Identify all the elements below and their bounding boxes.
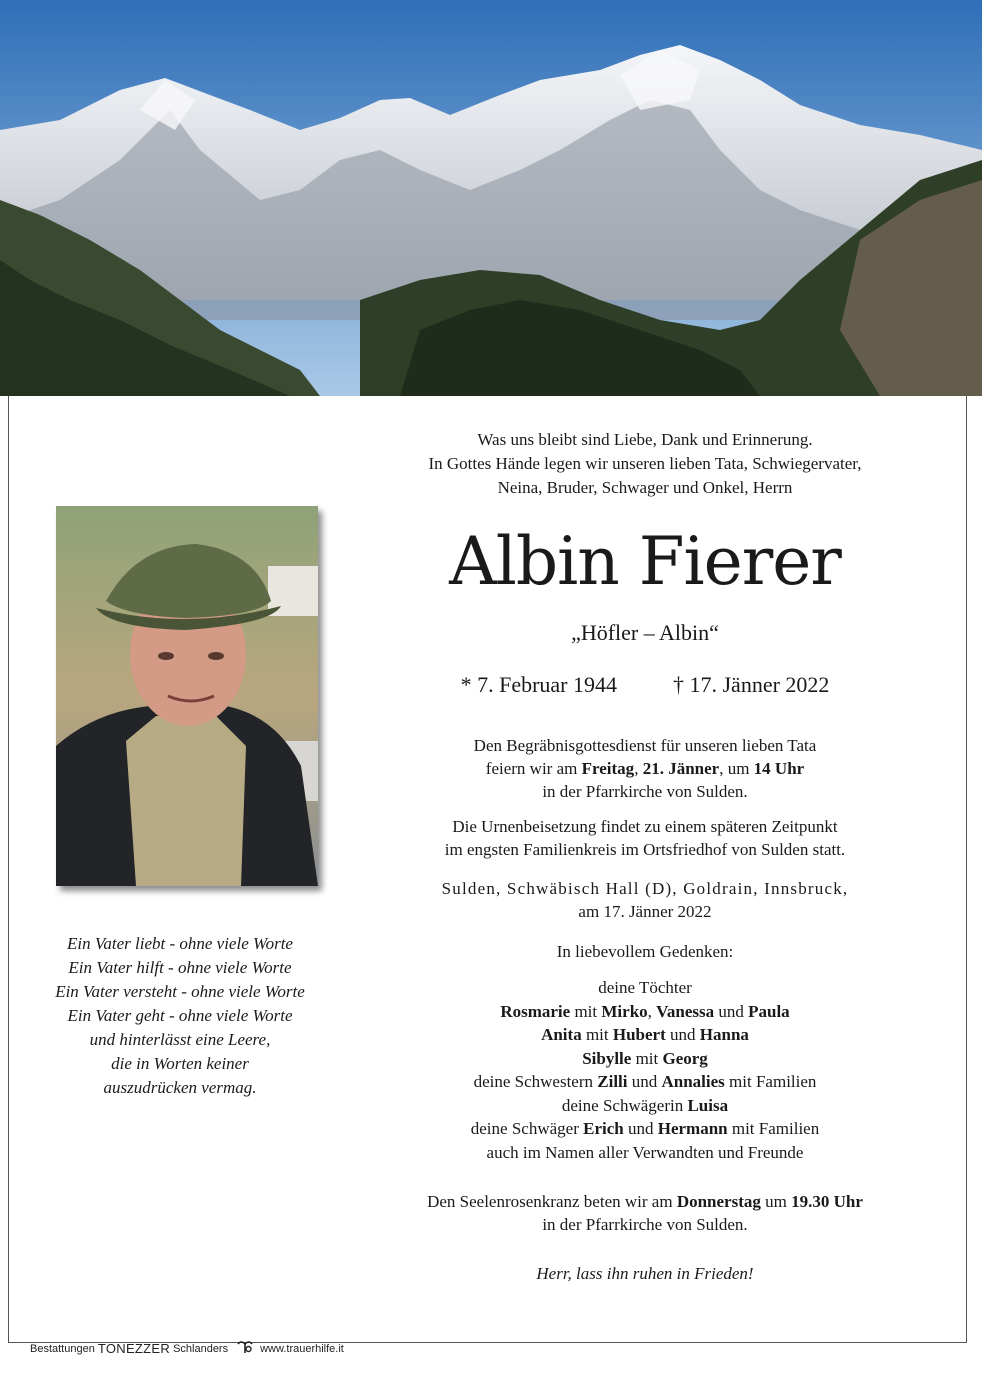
rosary-line xyxy=(380,1190,910,1213)
poem-line: Ein Vater versteht - ohne viele Worte xyxy=(55,982,305,1001)
text: und xyxy=(627,1072,662,1091)
family-name: Anita xyxy=(541,1025,582,1044)
poem-line: die in Worten keiner xyxy=(111,1054,249,1073)
birth-date: * 7. Februar 1944 xyxy=(460,672,617,697)
family-line xyxy=(380,1117,910,1141)
places-line: Sulden, Schwäbisch Hall (D), Goldrain, Innsbruck, xyxy=(441,879,849,898)
poem xyxy=(20,932,340,1100)
service-time: 14 Uhr xyxy=(753,759,805,778)
poem-line: Ein Vater hilft - ohne viele Worte xyxy=(68,958,292,977)
family-name: Georg xyxy=(662,1048,708,1068)
footer xyxy=(30,1340,344,1357)
footer-prefix: Bestattungen xyxy=(30,1342,95,1355)
text: und xyxy=(665,1025,700,1044)
urn-line: im engsten Familienkreis im Ortsfriedhof von Sulden statt. xyxy=(444,840,846,859)
footer-town: Schlanders xyxy=(173,1342,229,1355)
intro-line: Was uns bleibt sind Liebe, Dank und Erinnerung. xyxy=(477,430,813,449)
family-line xyxy=(380,1094,910,1118)
family-name: Hanna xyxy=(699,1025,749,1044)
poem-line: und hinterlässt eine Leere, xyxy=(89,1030,271,1049)
text: feiern wir am xyxy=(485,759,582,778)
family-name: Hermann xyxy=(657,1119,728,1138)
family-line xyxy=(380,1047,910,1071)
family-name: Annalies xyxy=(661,1072,725,1091)
text: mit xyxy=(570,1001,602,1021)
rosary-text xyxy=(380,1190,910,1236)
text: , um xyxy=(719,759,754,778)
intro-text xyxy=(380,428,910,500)
text: deine Schwäger xyxy=(470,1119,584,1138)
urn-line: Die Urnenbeisetzung findet zu einem späteren Zeitpunkt xyxy=(452,817,838,836)
family-name: Rosmarie xyxy=(500,1001,571,1021)
poem-line: Ein Vater geht - ohne viele Worte xyxy=(67,1006,293,1025)
text: mit Familien xyxy=(724,1072,817,1091)
nickname: „Höfler – Albin“ xyxy=(571,620,719,645)
place-date: am 17. Jänner 2022 xyxy=(578,902,712,921)
family-name: Vanessa xyxy=(656,1001,715,1021)
text: und xyxy=(623,1119,658,1138)
deceased-name: Albin Fierer xyxy=(449,523,841,600)
memory-heading: In liebevollem Gedenken: xyxy=(556,942,734,961)
closing-prayer: Herr, lass ihn ruhen in Frieden! xyxy=(536,1264,754,1283)
family-line xyxy=(380,1023,910,1047)
text: deine Schwägerin xyxy=(561,1095,688,1115)
family-name: Sibylle xyxy=(582,1048,632,1068)
family-name: Luisa xyxy=(687,1095,729,1115)
text: mit xyxy=(581,1025,613,1044)
text: Den Seelenrosenkranz beten wir am xyxy=(427,1192,677,1211)
family-name: Zilli xyxy=(597,1072,628,1091)
rosary-time: 19.30 Uhr xyxy=(791,1192,863,1211)
family-name: Mirko xyxy=(601,1001,648,1021)
poem-line: Ein Vater liebt - ohne viele Worte xyxy=(67,934,293,953)
portrait-photo xyxy=(56,506,318,886)
family-name: Erich xyxy=(583,1119,624,1138)
footer-url[interactable]: www.trauerhilfe.it xyxy=(260,1342,344,1355)
rosary-day: Donnerstag xyxy=(676,1192,761,1211)
service-date: 21. Jänner xyxy=(642,759,720,778)
intro-line: Neina, Bruder, Schwager und Onkel, Herrn xyxy=(497,478,793,497)
funeral-service-text xyxy=(380,734,910,803)
text: deine Schwestern xyxy=(473,1072,598,1091)
text: mit xyxy=(631,1048,663,1068)
text: und xyxy=(714,1001,749,1021)
death-date: † 17. Jänner 2022 xyxy=(673,672,830,697)
text: mit Familien xyxy=(727,1119,820,1138)
urn-burial-text xyxy=(380,815,910,861)
family-line: deine Töchter xyxy=(598,978,692,997)
text: um xyxy=(760,1192,792,1211)
family-list xyxy=(380,976,910,1164)
family-name: Paula xyxy=(748,1001,790,1021)
service-line xyxy=(380,757,910,780)
text: , xyxy=(647,1001,657,1021)
family-line xyxy=(380,1070,910,1094)
rosary-line: in der Pfarrkirche von Sulden. xyxy=(542,1215,748,1234)
service-line: Den Begräbnisgottesdienst für unseren lieben Tata xyxy=(473,736,817,755)
intro-line: In Gottes Hände legen wir unseren lieben Tata, Schwiegervater, xyxy=(428,454,862,473)
family-line xyxy=(380,1000,910,1024)
footer-brand: TONEZZER xyxy=(97,1341,171,1356)
life-dates xyxy=(380,670,910,700)
family-line: auch im Namen aller Verwandten und Freunde xyxy=(486,1142,804,1162)
mountain-banner-image xyxy=(0,0,982,396)
service-day: Freitag xyxy=(581,759,635,778)
service-line: in der Pfarrkirche von Sulden. xyxy=(542,782,748,801)
places-and-date xyxy=(380,877,910,923)
trauerhilfe-logo-icon xyxy=(236,1340,254,1357)
text: , xyxy=(634,759,643,778)
family-name: Hubert xyxy=(612,1025,666,1044)
poem-line: auszudrücken vermag. xyxy=(103,1078,257,1097)
